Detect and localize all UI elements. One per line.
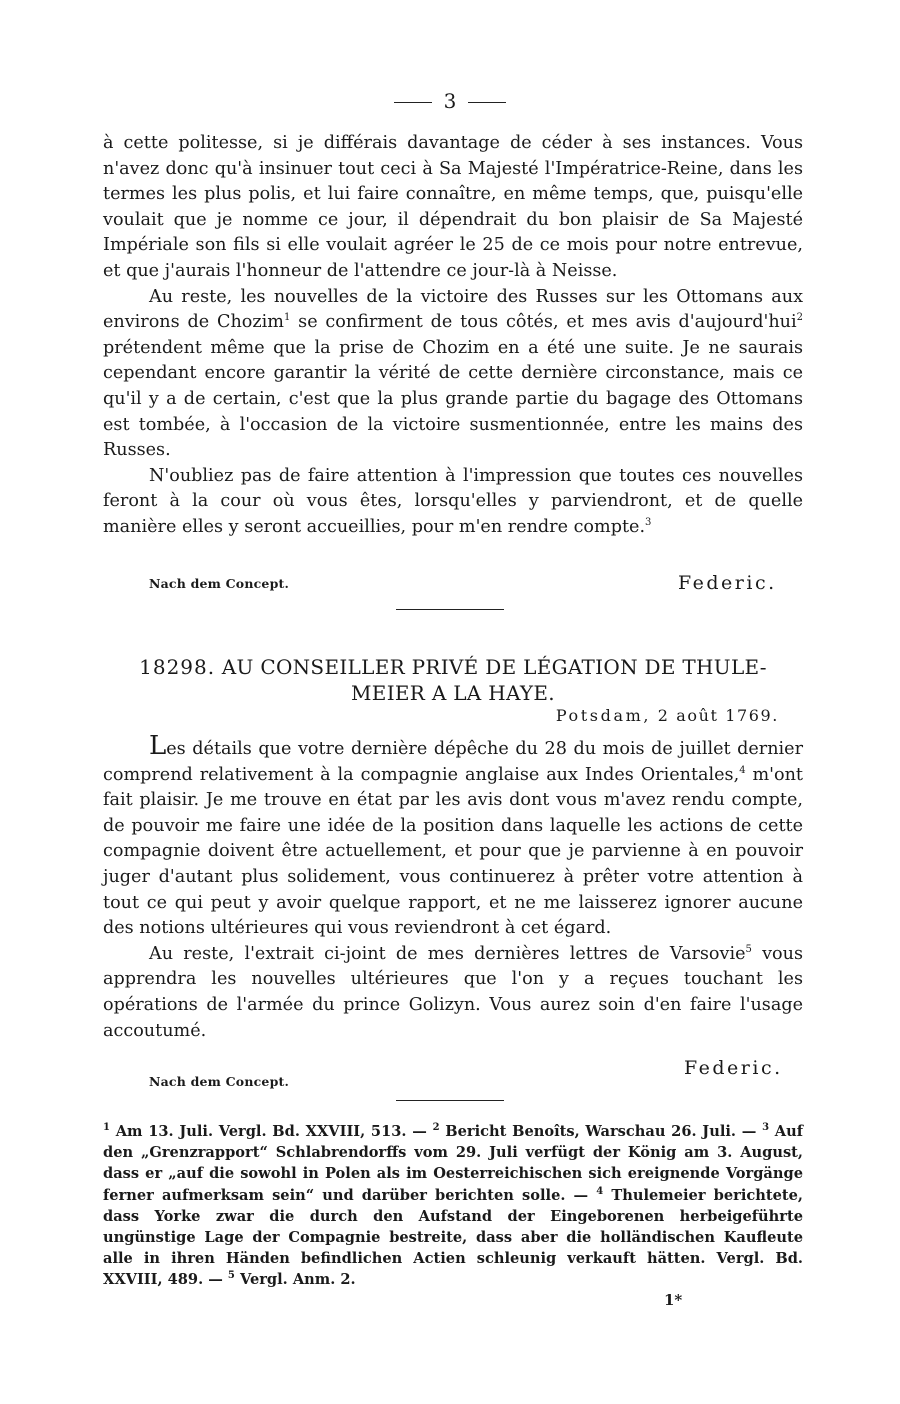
footnote-4: Thulemeier berichtete, dass Yorke zwar die durch den Aufstand der Eingeborenen herbeigeführte ungünstige Lage der Compagnie bestreite, dass aber die holländischen Kaufleute alle in ihren Händen befindlichen Actien schleunig verkauft hätten. Vergl. Bd. XXVIII, 489. — <box>103 1186 804 1289</box>
footnote-ref-4: 4 <box>739 764 746 776</box>
continuation-paragraph-2: Au reste, les nouvelles de la victoire des Russes sur les Ottomans aux environs de Chozim$^1$ se confirment de tous côtés, et mes avis d'aujourd'hui$^2$ prétendent même que la prise de Chozim en a été une suite. Je ne saurais cependant encore garantir la vérité de cette dernière circonstance, mais ce qu'il y a de certain, c'est que la plus grande partie du bagage des Ottomans est tombée, à l'occasion de la victoire susmentionnée, entre les mains des Russes. <box>103 286 804 461</box>
signature-1: Federic. <box>678 572 777 594</box>
letter-heading <box>103 654 803 706</box>
letter-paragraph-1: Les détails que votre dernière dépêche du 28 du mois de juillet dernier comprend relativement à la compagnie anglaise aux Indes Orientales,$^4$ m'ont fait plaisir. Je me trouve en état par les avis dont vous m'avez rendu compte, de pouvoir me faire une idée de la position dans laquelle les actions de cette compagnie doivent être actuellement, et pour que je parvienne à en pouvoir juger d'autant plus solidement, vous continuerez à prêter votre attention à tout ce qui peut y avoir quelque rapport, et ne me laisserez ignorer aucune des notions ultérieures qui vous reviendront à cet égard. <box>103 731 803 939</box>
letter-heading-line-1 <box>103 654 803 680</box>
source-note-2: Nach dem Concept. <box>149 1074 290 1089</box>
footnote-3: Auf den „Grenzrapport“ Schlabrendorffs vom 29. Juli verfügt der König am 3. August, dass er „auf die sowohl in Polen als im Oesterreichischen sich ereignende Vorgänge ferner aufmerksam sein“ und darüber berichten solle. — <box>103 1123 803 1204</box>
footnote-5: Vergl. Anm. 2. <box>234 1271 356 1289</box>
page-number <box>0 89 900 113</box>
signature-mark: 1* <box>664 1291 683 1309</box>
page-number-dash-right <box>468 102 506 103</box>
footnote-mark-2: 2 <box>432 1122 440 1134</box>
separator-rule-1 <box>396 609 504 610</box>
separator-rule-2 <box>396 1100 504 1101</box>
footnote-ref-5: 5 <box>745 943 752 955</box>
continuation-paragraph-3: N'oubliez pas de faire attention à l'impression que toutes ces nouvelles feront à la cour où vous êtes, lorsqu'elles y parviendront, et de quelle manière elles y seront accueillies, pour m'en rendre compte.$^3$ <box>103 465 803 537</box>
signature-2: Federic. <box>684 1057 783 1079</box>
letter-paragraph-2: Au reste, l'extrait ci-joint de mes dernières lettres de Varsovie$^5$ vous apprendra les nouvelles ultérieures que l'on y a reçues touchant les opérations de l'armée du prince Golizyn. Vous aurez soin d'en faire l'usage accoutumé. <box>103 943 803 1041</box>
footnote-mark-1: 1 <box>103 1122 110 1134</box>
footnote-mark-5: 5 <box>227 1270 235 1282</box>
continuation-text <box>103 131 803 541</box>
letter-number: 18298. <box>139 655 216 679</box>
footnote-ref-3: 3 <box>645 517 652 529</box>
continuation-paragraph-1: à cette politesse, si je différais davantage de céder à ses instances. Vous n'avez donc qu'à insinuer tout ceci à Sa Majesté l'Impératrice-Reine, dans les termes les plus polis, et lui faire connaître, en même temps, que, puisqu'elle voulait que je nomme ce jour, il dépendrait du bon plaisir de Sa Majesté Impériale son fils si elle voulait agréer le 25 de ce mois pour notre entrevue, et que j'aurais l'honneur de l'attendre ce jour-là à Neisse. <box>103 133 803 281</box>
letter-dateline <box>556 706 779 725</box>
footnote-1: Am 13. Juli. Vergl. Bd. XXVIII, 513. — <box>109 1123 433 1140</box>
source-note-1: Nach dem Concept. <box>149 576 290 591</box>
footnote-ref-1: 1 <box>283 312 291 324</box>
page-number-dash-left <box>394 102 432 103</box>
letter-date: 2 août 1769. <box>657 706 779 725</box>
letter-heading-text-1: AU CONSEILLER PRIVÉ DE LÉGATION DE THULE- <box>221 655 767 679</box>
footnote-ref-2: 2 <box>796 312 804 324</box>
footnotes-text <box>103 1121 803 1291</box>
footnote-mark-3: 3 <box>762 1122 770 1134</box>
letter-place: Potsdam, <box>555 706 652 725</box>
letter-heading-line-2: MEIER A LA HAYE. <box>351 681 555 705</box>
footnote-mark-4: 4 <box>596 1185 604 1197</box>
letter-text <box>103 731 803 1044</box>
footnote-2: Bericht Benoîts, Warschau 26. Juli. — <box>439 1123 763 1140</box>
page-number-value: 3 <box>443 89 457 113</box>
footnotes <box>103 1121 803 1291</box>
